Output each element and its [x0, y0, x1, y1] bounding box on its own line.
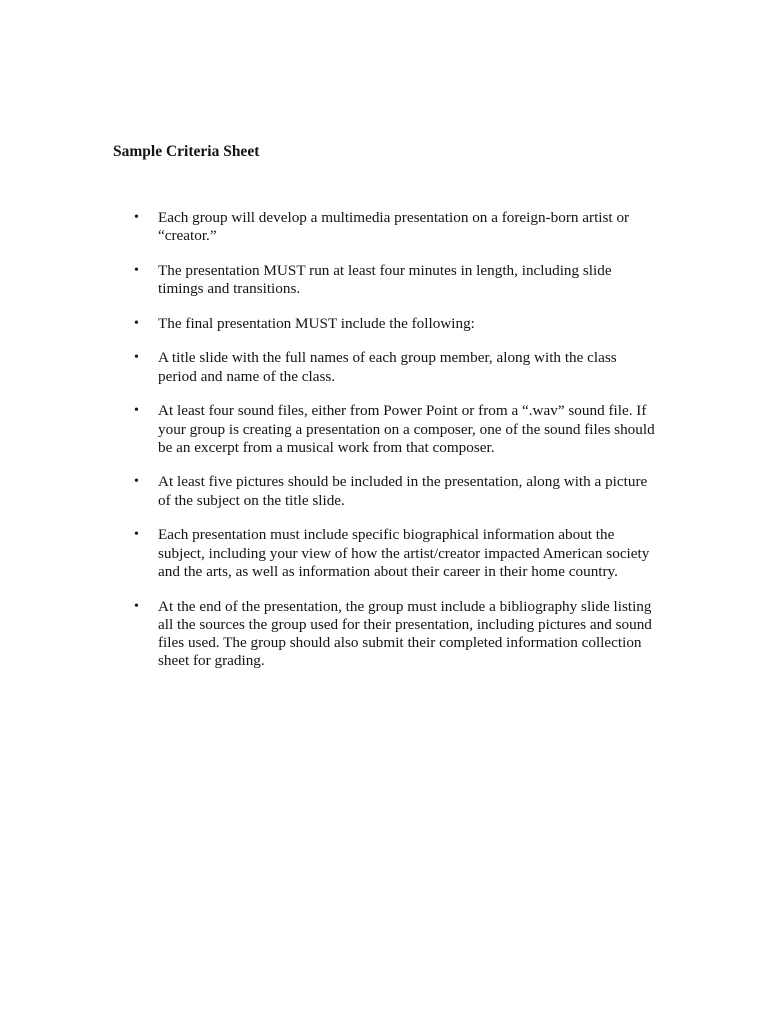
criteria-text: At the end of the presentation, the group must include a bibliography slide listing all the sources the group used for their presentation, including pictures and sound files used. The group should also submit their completed information collection sheet for grading.	[158, 597, 652, 670]
criteria-list	[0, 209, 770, 687]
criteria-item	[0, 262, 658, 299]
bullet-icon: •	[134, 315, 139, 331]
bullet-icon: •	[134, 598, 139, 614]
criteria-item	[0, 473, 658, 510]
document-title: Sample Criteria Sheet	[113, 143, 260, 160]
bullet-icon: •	[134, 527, 139, 543]
bullet-icon: •	[134, 210, 139, 225]
criteria-text: Each group will develop a multimedia presentation on a foreign-born artist or “creator.”	[158, 209, 630, 245]
criteria-item	[0, 209, 658, 246]
criteria-item	[0, 315, 658, 333]
criteria-text: A title slide with the full names of each group member, along with the class period and name of the class.	[158, 349, 617, 385]
bullet-icon: •	[134, 350, 139, 366]
criteria-item	[0, 526, 658, 581]
criteria-text: The presentation MUST run at least four minutes in length, including slide timings and transitions.	[158, 261, 612, 298]
criteria-text: The final presentation MUST include the following:	[158, 314, 475, 332]
bullet-icon: •	[134, 403, 139, 419]
criteria-text: At least five pictures should be included in the presentation, along with a picture of the subject on the title slide.	[158, 473, 648, 509]
criteria-item	[0, 402, 658, 457]
criteria-text: At least four sound files, either from Power Point or from a “.wav” sound file. If your group is creating a presentation on a composer, one of the sound files should be an excerpt from a musical work from that composer.	[158, 402, 655, 456]
bullet-icon: •	[134, 474, 139, 490]
criteria-item	[0, 349, 658, 386]
criteria-item	[0, 598, 658, 671]
criteria-text: Each presentation must include specific biographical information about the subject, including your view of how the artist/creator impacted American society and the arts, as well as information about their career in their home country.	[158, 526, 650, 580]
bullet-icon: •	[134, 262, 139, 278]
